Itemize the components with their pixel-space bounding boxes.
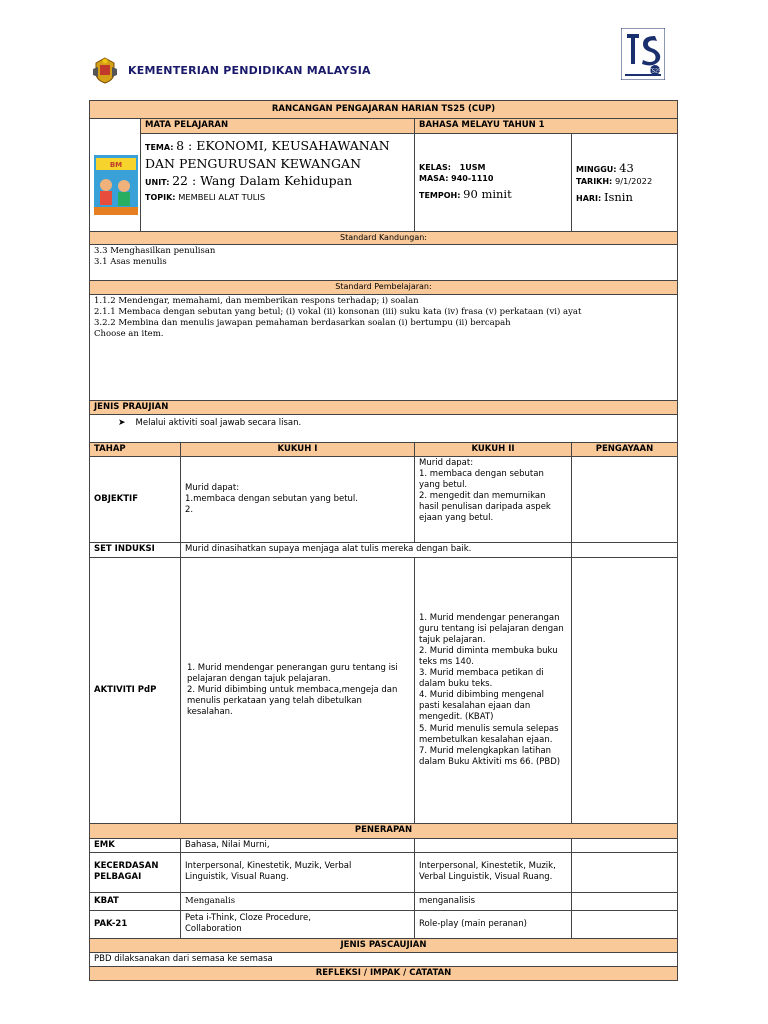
lesson-plan-table	[89, 100, 678, 981]
topik-value: MEMBELI ALAT TULIS	[178, 191, 266, 202]
aktiviti-k2-line: 3. Murid membaca petikan di dalam buku teks.	[419, 668, 544, 690]
aktiviti-k2-line: 7. Murid melengkapkan latihan dalam Buku Aktiviti ms 66. (PBD)	[419, 745, 561, 767]
standard-pembelajaran-item: 2.1.1 Membaca dengan sebutan yang betul; (i) vokal (ii) konsonan (iii) suku kata (iv) frasa (v) perkataan (vi) ayat	[94, 306, 582, 317]
hari-value: Isnin	[603, 189, 633, 204]
standard-kandungan-cell	[90, 245, 678, 281]
kbat-pengayaan	[572, 892, 678, 910]
minggu-label: MINGGU:	[576, 165, 617, 175]
pak21-label: PAK-21	[90, 910, 181, 938]
svg-text:BM: BM	[109, 160, 123, 169]
standard-kandungan-header: Standard Kandungan:	[90, 232, 678, 245]
praujian-cell	[90, 414, 678, 442]
penerapan-header: PENERAPAN	[90, 823, 678, 838]
pascaujian-text: PBD dilaksanakan dari semasa ke semasa	[90, 952, 678, 966]
standard-pembelajaran-header: Standard Pembelajaran:	[90, 281, 678, 294]
emk-kukuh2	[415, 838, 572, 852]
tema-cell	[141, 134, 415, 232]
objektif-k1-line: 2.	[185, 504, 194, 515]
aktiviti-pengayaan	[572, 557, 678, 823]
tema-value: 8 : EKONOMI, KEUSAHAWANAN DAN PENGURUSAN KEWANGAN	[145, 138, 390, 171]
emk-pengayaan	[572, 838, 678, 852]
standard-pembelajaran-item: 3.2.2 Membina dan menulis jawapan pemahaman berdasarkan soalan (i) bertumpu (ii) bercapah	[94, 317, 511, 328]
kecerdasan-kukuh2: Interpersonal, Kinestetik, Muzik, Verbal Linguistik, Visual Ruang.	[415, 852, 572, 892]
textbook-cover-image	[94, 155, 138, 215]
set-induksi-label: SET INDUKSI	[90, 542, 181, 557]
objektif-kukuh1	[181, 456, 415, 542]
unit-label: UNIT:	[145, 178, 170, 187]
jenis-praujian-header: JENIS PRAUJIAN	[90, 400, 678, 414]
mata-pelajaran-value: BAHASA MELAYU TAHUN 1	[415, 119, 678, 134]
col-kukuh2: KUKUH II	[415, 442, 572, 456]
pak21-kukuh2: Role-play (main peranan)	[415, 910, 572, 938]
tempoh-label: TEMPOH:	[419, 190, 461, 200]
objektif-k1-line: 1.membaca dengan sebutan yang betul.	[185, 493, 358, 504]
refleksi-header: REFLEKSI / IMPAK / CATATAN	[90, 967, 678, 981]
aktiviti-k1-line: 2. Murid dibimbing untuk membaca,mengeja dan menulis perkataan yang telah dibetulkan kesalahan.	[187, 684, 398, 717]
kecerdasan-kukuh1: Interpersonal, Kinestetik, Muzik, Verbal Linguistik, Visual Ruang.	[181, 852, 415, 892]
objektif-label: OBJEKTIF	[90, 456, 181, 542]
aktiviti-k1-line: 1. Murid mendengar penerangan guru tentang isi pelajaran dengan tajuk pelajaran.	[187, 662, 398, 684]
standard-pembelajaran-item: 1.1.2 Mendengar, memahami, dan memberikan respons terhadap; i) soalan	[94, 295, 419, 306]
col-kukuh1: KUKUH I	[181, 442, 415, 456]
ministry-name: KEMENTERIAN PENDIDIKAN MALAYSIA	[128, 63, 371, 77]
aktiviti-k2-line: 1. Murid mendengar penerangan guru tentang isi pelajaran dengan tajuk pelajaran.	[419, 613, 564, 646]
tarikh-label: TARIKH:	[576, 177, 613, 187]
choose-an-item-dropdown[interactable]: Choose an item.	[94, 328, 164, 339]
aktiviti-k2-line: 2. Murid diminta membuka buku teks ms 140.	[419, 646, 558, 668]
standard-kandungan-item: 3.1 Asas menulis	[94, 257, 167, 268]
kbat-kukuh2: menganalisis	[415, 892, 572, 910]
standard-pembelajaran-cell	[90, 294, 678, 400]
praujian-item: ➤ Melalui aktiviti soal jawab secara lisan.	[118, 418, 301, 428]
ts25-logo-text: TS25	[648, 68, 662, 75]
ministry-header	[90, 52, 371, 88]
ts25-logo	[621, 28, 665, 80]
tema-label: TEMA:	[145, 143, 174, 152]
set-induksi-text: Murid dinasihatkan supaya menjaga alat tulis mereka dengan baik.	[181, 542, 572, 557]
kecerdasan-label: KECERDASAN PELBAGAI	[90, 852, 181, 892]
objektif-kukuh2	[415, 456, 572, 542]
plan-title: RANCANGAN PENGAJARAN HARIAN TS25 (CUP)	[90, 101, 678, 119]
tempoh-value: 90 minit	[463, 186, 512, 201]
aktiviti-label: AKTIVITI PdP	[90, 557, 181, 823]
ministry-crest-icon	[90, 55, 120, 85]
aktiviti-kukuh1	[181, 557, 415, 823]
masa-label: MASA:	[419, 174, 449, 184]
aktiviti-kukuh2	[415, 557, 572, 823]
col-tahap: TAHAP	[90, 442, 181, 456]
objektif-k1-line: Murid dapat:	[185, 482, 240, 493]
set-induksi-pengayaan	[572, 542, 678, 557]
topik-label: TOPIK:	[145, 192, 176, 202]
emk-value: Bahasa, Nilai Murni,	[181, 838, 415, 852]
kbat-label: KBAT	[90, 892, 181, 910]
mata-pelajaran-label: MATA PELAJARAN	[141, 119, 415, 134]
objektif-pengayaan	[572, 456, 678, 542]
aktiviti-k2-line: 4. Murid dibimbing mengenal pasti kesalahan ejaan dan mengedit. (KBAT)	[419, 690, 545, 723]
standard-kandungan-item: 3.3 Menghasilkan penulisan	[94, 246, 216, 257]
kbat-kukuh1: Menganalis	[181, 892, 415, 910]
objektif-k2-line: 1. membaca dengan sebutan yang betul.	[419, 468, 544, 490]
aktiviti-k2-line: 5. Murid menulis semula selepas membetulkan kesalahan ejaan.	[419, 723, 559, 745]
unit-value: 22 : Wang Dalam Kehidupan	[172, 173, 353, 188]
tarikh-value: 9/1/2022	[614, 176, 653, 187]
emk-label: EMK	[90, 838, 181, 852]
objektif-k2-line: Murid dapat:	[419, 457, 474, 468]
kelas-value: 1USM	[459, 163, 486, 173]
masa-value: 940-1110	[451, 174, 494, 184]
jenis-pascaujian-header: JENIS PASCAUJIAN	[90, 938, 678, 952]
objektif-k2-line: 2. mengedit dan memurnikan hasil penulisan daripada aspek ejaan yang betul.	[419, 491, 551, 524]
hari-label: HARI:	[576, 193, 602, 203]
kecerdasan-pengayaan	[572, 852, 678, 892]
minggu-value: 43	[619, 161, 634, 176]
pak21-pengayaan	[572, 910, 678, 938]
kelas-label: KELAS:	[419, 163, 451, 173]
minggu-cell	[572, 134, 678, 232]
book-cover-cell	[90, 119, 141, 232]
pak21-kukuh1: Peta i-Think, Cloze Procedure, Collaboration	[181, 910, 415, 938]
col-pengayaan: PENGAYAAN	[572, 442, 678, 456]
kelas-cell	[415, 134, 572, 232]
